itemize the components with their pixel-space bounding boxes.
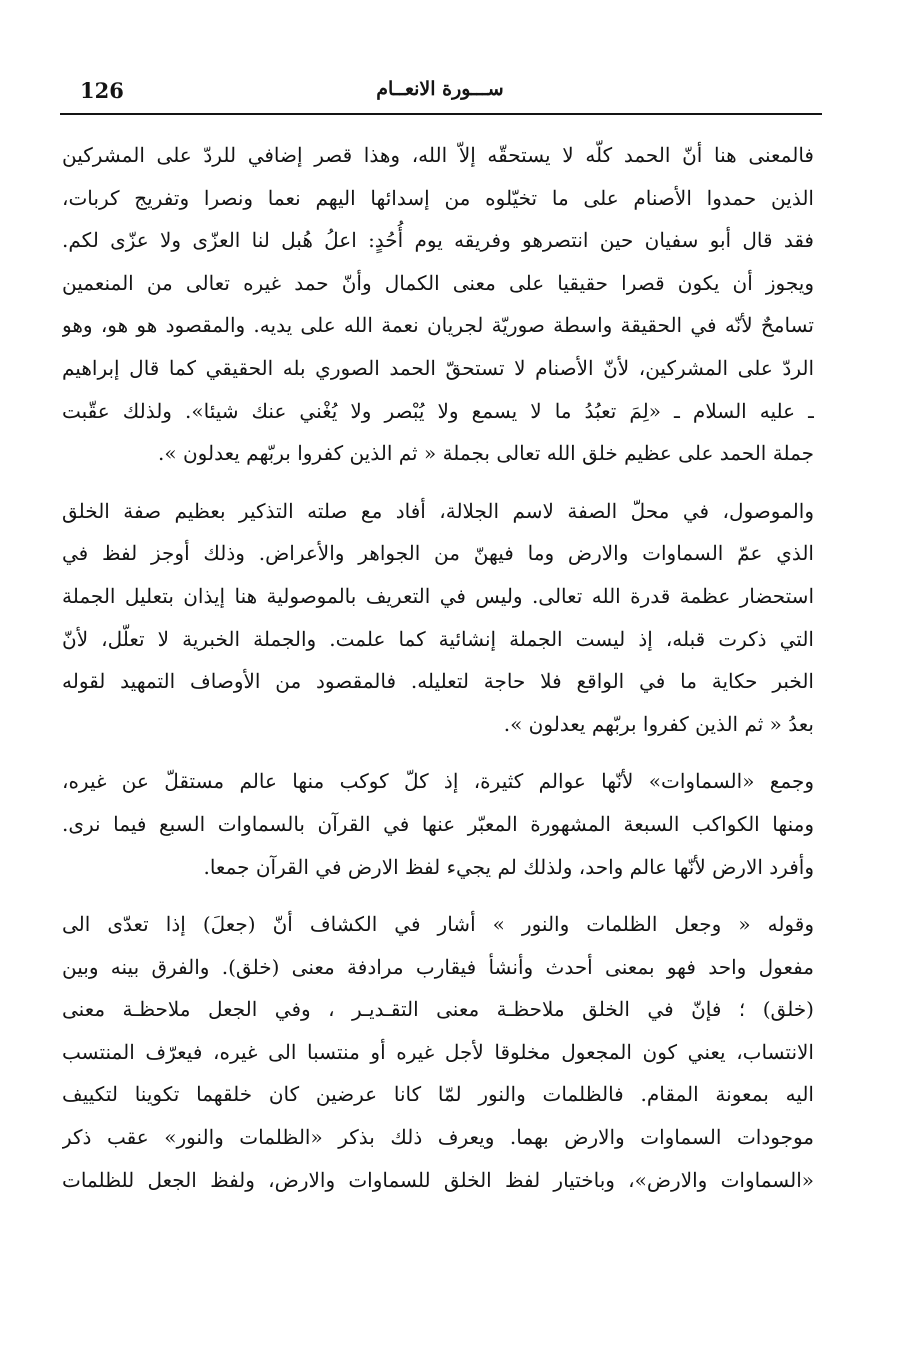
text-line: تسامحٌ لأنّه في الحقيقة واسطة صوريّة لجريان نعمة الله على يديه. والمقصود هو هو، وهو — [62, 313, 814, 338]
page-number: 126 — [80, 78, 124, 103]
text-line: فالمعنى هنا أنّ الحمد كلّه لا يستحقّه إلاّ الله، وهذا قصر إضافي للردّ على المشركين — [62, 143, 814, 167]
text-line: الذي عمّ السماوات والارض وما فيهنّ من الجواهر والأعراض. وذلك أوجز لفظ في — [62, 541, 814, 566]
text-line: مفعول واحد فهو بمعنى أحدث وأنشأ فيقارب مرادفة معنى (خلق). والفرق بينه وبين — [62, 954, 814, 979]
text-line: استحضار عظمة قدرة الله تعالى. وليس في التعريف بالموصولية هنا إيذان بتعليل الجملة — [62, 583, 814, 608]
text-line: موجودات السماوات والارض بهما. ويعرف ذلك بذكر «الظلمات والنور» عقب ذكر — [62, 1125, 814, 1150]
body-text — [62, 134, 814, 1216]
text-line: فقد قال أبو سفيان حين انتصرهو وفريقه يوم أُحُدٍ: اعلُ هُبل لنا العزّى ولا عزّى لكم. — [62, 228, 814, 253]
text-line: الردّ على المشركين، لأنّ الأصنام لا تستحقّ الحمد الصوري بله الحقيقي كما قال إبراهيم — [62, 355, 814, 380]
text-line: الذين حمدوا الأصنام على ما تخيّلوه من إسدائها اليهم نعما ونصرا وتفريج كربات، — [62, 185, 814, 210]
page-header — [60, 74, 820, 112]
text-line: (خلق) ؛ فإنّ في الخلق ملاحظـة معنى التقـديـر ، وفي الجعل ملاحظـة معنى — [62, 997, 814, 1022]
paragraph-1 — [62, 134, 814, 475]
text-line: والموصول، في محلّ الصفة لاسم الجلالة، أفاد مع صلته التذكير بعظيم صفة الخلق — [62, 498, 814, 523]
text-line: جملة الحمد على عظيم خلق الله تعالى بجملة « ثم الذين كفروا بربّهم يعدلون ». — [158, 441, 814, 466]
text-line: «السماوات والارض»، وباختيار لفظ الخلق للسماوات والارض، ولفظ الجعل للظلمات — [62, 1167, 814, 1192]
paragraph-2 — [62, 490, 814, 746]
text-line: وجمع «السماوات» لأنّها عوالم كثيرة، إذ كلّ كوكب منها عالم مستقلّ عن غيره، — [62, 769, 814, 794]
text-line: الخبر حكاية ما في الواقع فلا حاجة لتعليله. فالمقصود من الأوصاف التمهيد لقوله — [62, 669, 814, 694]
text-line: الانتساب، يعني كون المجعول مخلوقا لأجل غيره أو منتسبا الى غيره، فيعرّف المنتسب — [62, 1039, 814, 1064]
header-rule — [60, 113, 822, 115]
text-line: وقوله « وجعل الظلمات والنور » أشار في الكشاف أنّ (جعلَ) إذا تعدّى الى — [62, 912, 814, 937]
text-line: ومنها الكواكب السبعة المشهورة المعبّر عنها في القرآن بالسماوات السبع فيما نرى. — [62, 811, 814, 836]
text-line: وأفرد الارض لأنّها عالم واحد، ولذلك لم يجيء لفظ الارض في القرآن جمعا. — [203, 854, 814, 879]
text-line: التي ذكرت قبله، إذ ليست الجملة إنشائية كما علمت. والجملة الخبرية لا تعلّل، لأنّ — [62, 626, 814, 651]
text-line: اليه بمعونة المقام. فالظلمات والنور لمّا كانا عرضين كان خلقهما تكوينا لتكييف — [62, 1082, 814, 1107]
text-line: بعدُ « ثم الذين كفروا بربّهم يعدلون ». — [503, 711, 814, 736]
surah-title: ســـورة الانعــام — [376, 78, 504, 100]
text-line: ويجوز أن يكون قصرا حقيقيا على معنى الكمال وأنّ حمد غيره تعالى من المنعمين — [62, 270, 814, 295]
paragraph-4 — [62, 903, 814, 1201]
text-line: ـ عليه السلام ـ «لِمَ تعبُدُ ما لا يسمع ولا يُبْصر ولا يُغْني عنك شيئا». ولذلك عقّبت — [62, 398, 814, 423]
paragraph-3 — [62, 760, 814, 888]
